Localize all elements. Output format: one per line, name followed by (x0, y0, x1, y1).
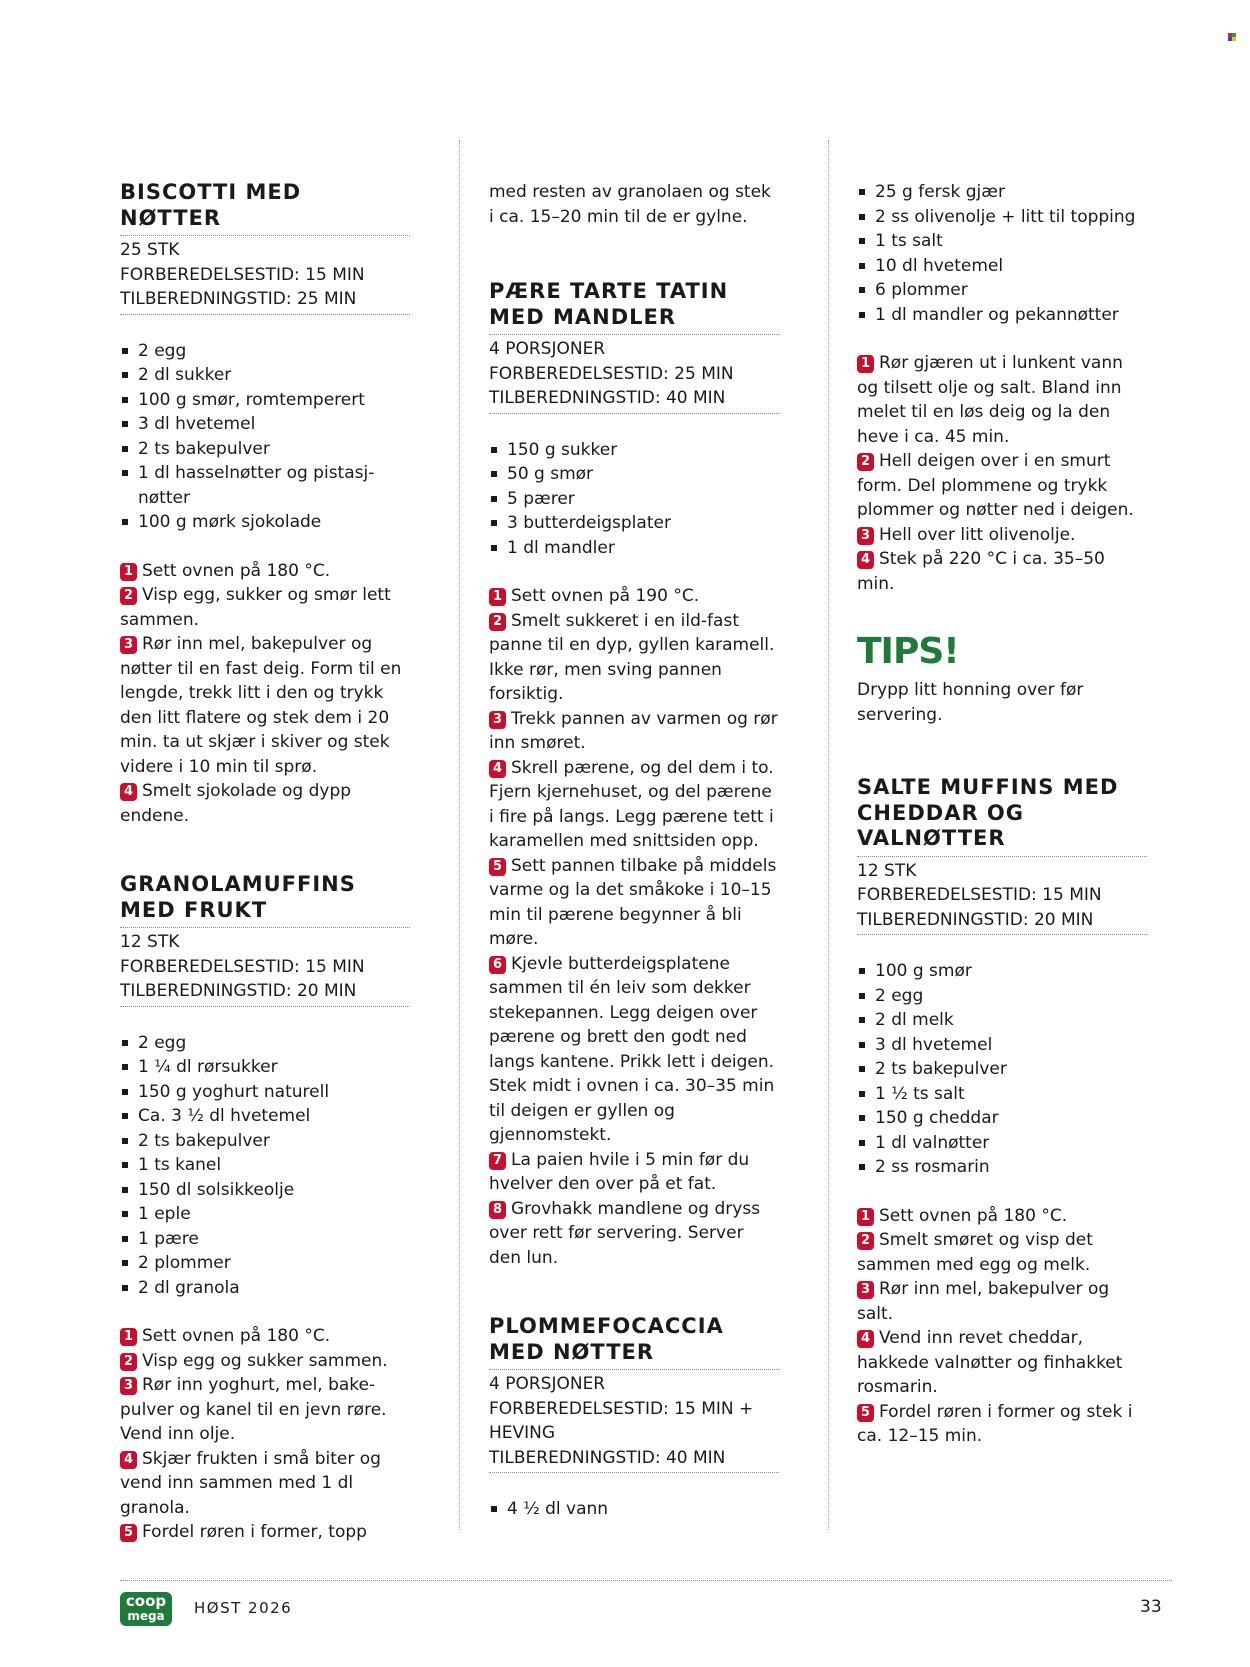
step-text: Hell over litt olivenolje. (879, 524, 1076, 545)
ingredient-item: 2 ss olivenolje + litt til topping (857, 205, 1147, 230)
recipe-step (120, 1373, 410, 1447)
cook-time: TILBEREDNINGSTID: 40 MIN (489, 388, 726, 408)
ingredient-item: 150 dl solsikkeolje (120, 1178, 410, 1203)
recipe-plum-focaccia (489, 1314, 779, 1522)
recipe-step (857, 547, 1147, 596)
recipe-title: PLOMMEFOCACCIA MED NØTTER (489, 1314, 779, 1370)
ingredient-item: 150 g cheddar (857, 1106, 1147, 1131)
cook-time: TILBEREDNINGSTID: 20 MIN (120, 981, 357, 1001)
recipe-title: SALTE MUFFINS MED CHEDDAR OG VALNØTTER (857, 775, 1147, 857)
yield: 4 PORSJONER (489, 1374, 606, 1394)
ingredient-item: 2 egg (857, 984, 1147, 1009)
recipe-meta (857, 857, 1147, 936)
step-text: Fordel røren i former og stek i ca. 12–15 min. (857, 1401, 1133, 1446)
ingredient-item: 150 g sukker (489, 438, 779, 463)
tips-logo: TIPS! (857, 631, 959, 672)
step-number-badge: 3 (120, 636, 137, 654)
ingredient-item: 100 g mørk sjokolade (120, 510, 410, 535)
recipe-step (857, 351, 1147, 449)
step-text: Hell deigen over i en smurt form. Del plommene og trykk plommer og nøtter ned i deigen. (857, 451, 1134, 520)
step-list (489, 584, 779, 1270)
ingredient-item: 1 dl hasselnøtter og pistasj-nøtter (120, 461, 410, 510)
ingredient-item: 150 g yoghurt naturell (120, 1080, 410, 1105)
step-number-badge: 3 (489, 711, 506, 729)
recipe-step (857, 1326, 1147, 1400)
step-list (857, 1204, 1147, 1449)
column-divider (459, 140, 460, 1530)
footer-season: HØST 2026 (194, 1599, 293, 1617)
step-list (120, 559, 410, 829)
ingredient-item: 25 g fersk gjær (857, 180, 1147, 205)
recipe-meta (120, 236, 410, 315)
step-number-badge: 7 (489, 1152, 506, 1170)
step-text: Rør inn mel, bakepulver og nøtter til en fast deig. Form til en lengde, trekk litt i den og trykk den litt flatere og stek dem i 20 min. ta ut skjær i skiver og stek videre i 10 min til sprø. (120, 634, 402, 777)
step-number-badge: 1 (857, 1208, 874, 1226)
logo-text-top: coop (125, 1592, 167, 1610)
ingredient-list (857, 180, 1147, 327)
step-text: Sett ovnen på 180 °C. (879, 1205, 1068, 1226)
step-number-badge: 2 (857, 1232, 874, 1250)
step-number-badge: 5 (489, 858, 506, 876)
ingredient-item: 3 butterdeigsplater (489, 511, 779, 536)
step-text: Rør gjæren ut i lunkent vann og tilsett olje og salt. Bland inn melet til en løs deig og la den heve i ca. 45 min. (857, 353, 1123, 447)
step-text: Sett ovnen på 180 °C. (142, 1326, 331, 1346)
step-number-badge: 4 (857, 551, 874, 569)
recipe-step (120, 779, 410, 828)
step-text: Fordel røren i former, topp (142, 1522, 367, 1542)
ingredient-item: 2 egg (120, 1031, 410, 1056)
recipe-step (489, 952, 779, 1148)
ingredient-item: 2 dl melk (857, 1008, 1147, 1033)
recipe-step (489, 1148, 779, 1197)
step-text: La paien hvile i 5 min før du hvelver den over på et fat. (489, 1149, 750, 1194)
ingredient-item: 2 ts bakepulver (857, 1057, 1147, 1082)
ingredient-item: 100 g smør (857, 959, 1147, 984)
prep-time: FORBEREDELSESTID: 25 MIN (489, 363, 734, 384)
ingredient-item: 5 pærer (489, 487, 779, 512)
recipe-step (489, 707, 779, 756)
step-text: Stek på 220 °C i ca. 35–50 min. (857, 549, 1105, 594)
step-list (857, 351, 1147, 596)
recipe-granola-muffins (120, 872, 410, 1545)
step-text: Trekk pannen av varmen og rør inn smøret. (489, 708, 778, 753)
ingredient-item: 2 egg (120, 339, 410, 364)
recipe-step (120, 1324, 410, 1349)
step-text: Smelt smøret og visp det sammen med egg og melk. (857, 1230, 1093, 1275)
step-number-badge: 3 (857, 527, 874, 545)
step-number-badge: 8 (489, 1201, 506, 1219)
recipe-step (489, 584, 779, 609)
logo-text-bottom: mega (127, 1609, 165, 1623)
step-number-badge: 1 (857, 355, 874, 373)
step-text: Skjær frukten i små biter og vend inn sammen med 1 dl granola. (120, 1448, 381, 1518)
ingredient-list (120, 1031, 410, 1301)
yield: 12 STK (857, 860, 917, 881)
ingredient-list (120, 339, 410, 535)
step-text: Rør inn yoghurt, mel, bake-pulver og kanel til en jevn røre. Vend inn olje. (120, 1375, 387, 1444)
step-list (120, 1324, 410, 1545)
step-number-badge: 4 (857, 1330, 874, 1348)
step-number-badge: 3 (120, 1377, 137, 1395)
yield: 12 STK (120, 932, 180, 952)
step-number-badge: 2 (120, 1353, 137, 1371)
recipe-meta (489, 335, 779, 414)
recipe-step (120, 559, 410, 584)
step-number-badge: 2 (489, 613, 506, 631)
ingredient-item: 1 ¼ dl rørsukker (120, 1055, 410, 1080)
recipe-meta (120, 928, 410, 1007)
recipe-meta (489, 1370, 779, 1473)
step-number-badge: 2 (120, 587, 137, 605)
ingredient-item: 6 plommer (857, 278, 1147, 303)
prep-time: FORBEREDELSESTID: 15 MIN + HEVING (489, 1398, 754, 1443)
ingredient-list (489, 438, 779, 561)
ingredient-item: 2 ss rosmarin (857, 1155, 1147, 1180)
recipe-title: GRANOLAMUFFINS MED FRUKT (120, 872, 410, 928)
step-text: Skrell pærene, og del dem i to. Fjern kjernehuset, og del pærene i fire på langs. Legg pærene tett i karamellen med snittsiden opp. (489, 757, 774, 851)
ingredient-list (489, 1497, 779, 1522)
color-registration-mark (1228, 33, 1236, 41)
step-text: Smelt sjokolade og dypp endene. (120, 781, 352, 826)
recipe-pear-tarte-tatin (489, 279, 779, 1270)
step-number-badge: 4 (489, 760, 506, 778)
step-number-badge: 6 (489, 956, 506, 974)
step-text: Grovhakk mandlene og dryss over rett før servering. Server den lun. (489, 1198, 761, 1268)
step-number-badge: 4 (120, 1451, 137, 1469)
step-number-badge: 1 (489, 588, 506, 606)
ingredient-item: 4 ½ dl vann (489, 1497, 779, 1522)
column-1 (120, 180, 410, 1589)
ingredient-item: 3 dl hvetemel (120, 412, 410, 437)
cook-time: TILBEREDNINGSTID: 40 MIN (489, 1447, 726, 1468)
recipe-step (120, 1447, 410, 1521)
footer-divider (120, 1580, 1172, 1581)
step-number-badge: 1 (120, 1328, 137, 1346)
step-text: Rør inn mel, bakepulver og salt. (857, 1279, 1110, 1324)
recipe-step (857, 1277, 1147, 1326)
ingredient-item: 100 g smør, romtemperert (120, 388, 410, 413)
prep-time: FORBEREDELSESTID: 15 MIN (857, 885, 1102, 905)
step-number-badge: 3 (857, 1281, 874, 1299)
ingredient-item: 1 dl mandler og pekannøtter (857, 303, 1147, 328)
step-text: Smelt sukkeret i en ild-fast panne til en dyp, gyllen karamell. Ikke rør, men sving pannen forsiktig. (489, 610, 775, 704)
ingredient-item: 2 dl granola (120, 1276, 410, 1301)
step-continuation: med resten av granolaen og stek i ca. 15–20 min til de er gylne. (489, 182, 771, 227)
step-text: Visp egg, sukker og smør lett sammen. (120, 585, 391, 630)
recipe-plum-focaccia-continued (857, 180, 1147, 596)
recipe-title: BISCOTTI MED NØTTER (120, 180, 410, 236)
ingredient-item: 10 dl hvetemel (857, 254, 1147, 279)
recipe-step (857, 1204, 1147, 1229)
ingredient-item: 1 ts salt (857, 229, 1147, 254)
ingredient-item: 2 dl sukker (120, 363, 410, 388)
coop-mega-logo (120, 1592, 172, 1626)
step-number-badge: 1 (120, 563, 137, 581)
step-number-badge: 5 (120, 1524, 137, 1542)
yield: 25 STK (120, 240, 180, 260)
recipe-step (120, 583, 410, 632)
ingredient-item: 1 ½ ts salt (857, 1082, 1147, 1107)
ingredient-item: 2 ts bakepulver (120, 1129, 410, 1154)
ingredient-list (857, 959, 1147, 1180)
page-number: 33 (1140, 1597, 1162, 1617)
recipe-step (857, 1228, 1147, 1277)
recipe-step (120, 632, 410, 779)
ingredient-item: 2 ts bakepulver (120, 437, 410, 462)
recipe-savory-muffins (857, 775, 1147, 1449)
yield: 4 PORSJONER (489, 339, 606, 359)
ingredient-item: 1 ts kanel (120, 1153, 410, 1178)
recipe-step (857, 449, 1147, 523)
recipe-step (489, 756, 779, 854)
ingredient-item: Ca. 3 ½ dl hvetemel (120, 1104, 410, 1129)
step-text: Kjevle butterdeigsplatene sammen til én leiv som dekker stekepannen. Legg deigen over pærene og brett den godt ned langs kantene. Prikk lett i deigen. Stek midt i ovnen i ca. 30–35 min til deigen er gyllen og gjennomstekt. (489, 953, 775, 1145)
column-2 (489, 180, 779, 1566)
tips-text: Drypp litt honning over før servering. (857, 680, 1084, 725)
ingredient-item: 1 eple (120, 1202, 410, 1227)
step-text: Sett ovnen på 190 °C. (511, 586, 700, 606)
recipe-step (120, 1349, 410, 1374)
step-text: Sett ovnen på 180 °C. (142, 560, 331, 581)
recipe-step (489, 854, 779, 952)
ingredient-item: 1 dl valnøtter (857, 1131, 1147, 1156)
column-divider (828, 140, 829, 1530)
step-number-badge: 5 (857, 1404, 874, 1422)
cook-time: TILBEREDNINGSTID: 20 MIN (857, 909, 1094, 930)
recipe-biscotti (120, 180, 410, 828)
step-text: Visp egg og sukker sammen. (142, 1350, 388, 1371)
recipe-step (489, 1197, 779, 1271)
prep-time: FORBEREDELSESTID: 15 MIN (120, 956, 365, 977)
recipe-step (489, 609, 779, 707)
ingredient-item: 3 dl hvetemel (857, 1033, 1147, 1058)
recipe-step (857, 523, 1147, 548)
recipe-step (857, 1400, 1147, 1449)
ingredient-item: 1 dl mandler (489, 536, 779, 561)
column-3 (857, 180, 1147, 1493)
recipe-step (120, 1520, 410, 1545)
cook-time: TILBEREDNINGSTID: 25 MIN (120, 289, 357, 309)
step-number-badge: 2 (857, 453, 874, 471)
recipe-title: PÆRE TARTE TATIN MED MANDLER (489, 279, 779, 335)
ingredient-item: 50 g smør (489, 462, 779, 487)
ingredient-item: 2 plommer (120, 1251, 410, 1276)
step-text: Vend inn revet cheddar, hakkede valnøtter og finhakket rosmarin. (857, 1328, 1123, 1397)
step-text: Sett pannen tilbake på middels varme og la det småkoke i 10–15 min til pærene begynner å bli møre. (489, 855, 777, 949)
step-number-badge: 4 (120, 783, 137, 801)
prep-time: FORBEREDELSESTID: 15 MIN (120, 264, 365, 285)
ingredient-item: 1 pære (120, 1227, 410, 1252)
